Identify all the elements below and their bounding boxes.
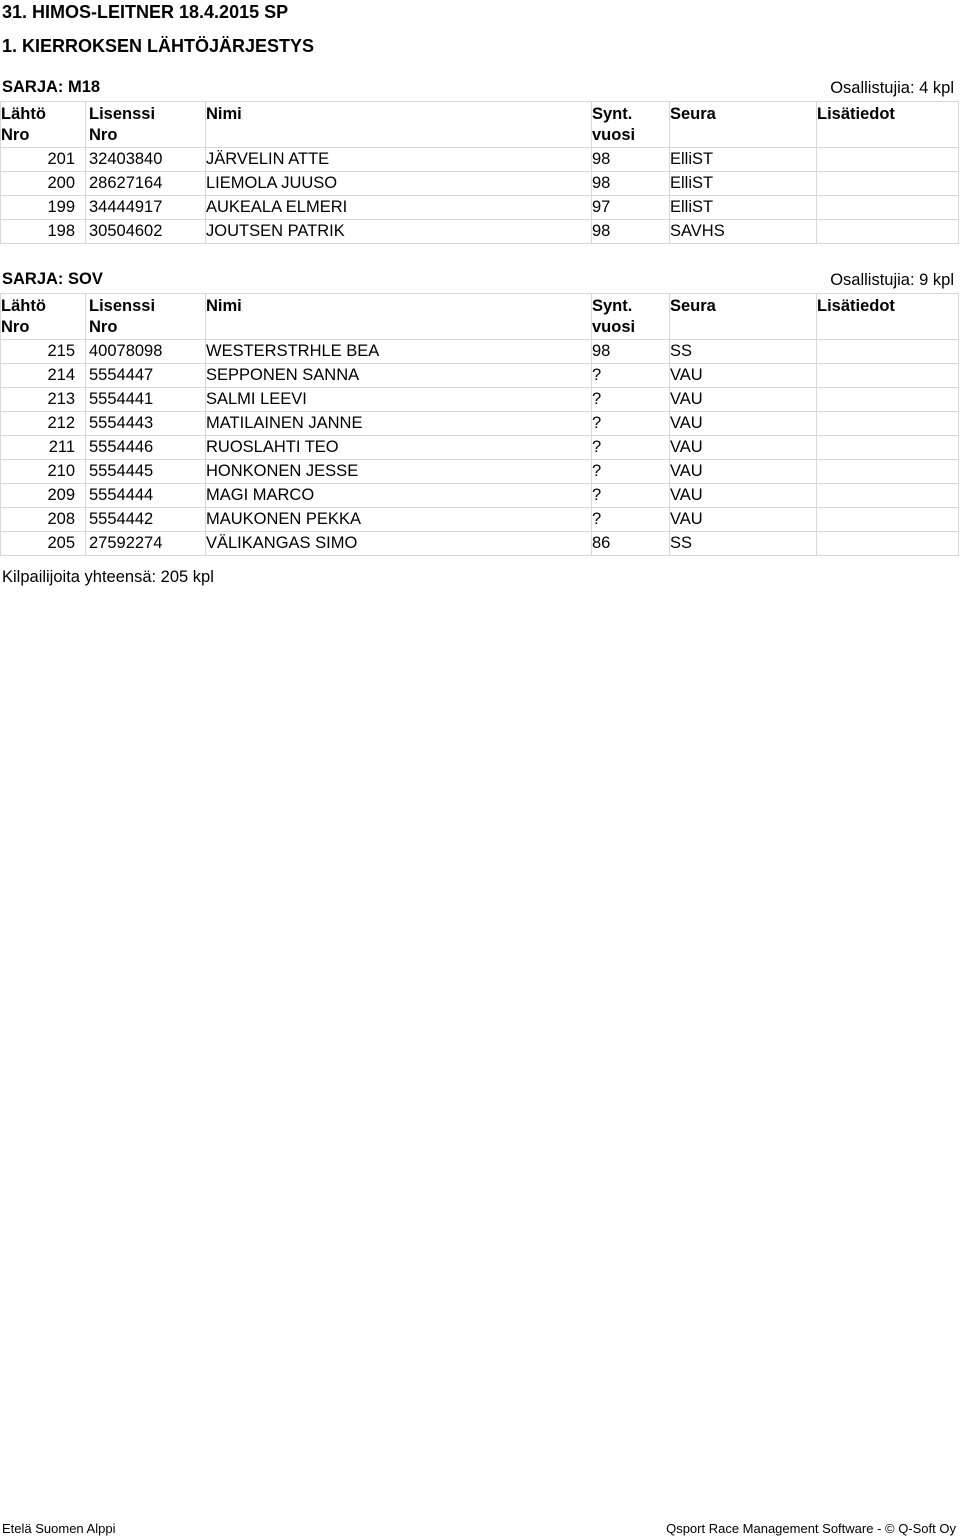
table-header-row (1, 294, 959, 340)
start-number: 214 (1, 364, 86, 388)
additional-info (817, 388, 959, 412)
club: ElliST (670, 196, 817, 220)
start-number: 208 (1, 508, 86, 532)
header-birth-year-line-1: Synt. (592, 105, 633, 123)
club: SS (670, 340, 817, 364)
start-number: 215 (1, 340, 86, 364)
license-number: 5554442 (86, 508, 206, 532)
club: VAU (670, 484, 817, 508)
header-birth-year (592, 102, 670, 148)
header-name (206, 102, 592, 148)
table-row (1, 220, 959, 244)
competitor-name: RUOSLAHTI TEO (206, 436, 592, 460)
club: VAU (670, 460, 817, 484)
club: VAU (670, 508, 817, 532)
competitor-name: LIEMOLA JUUSO (206, 172, 592, 196)
header-name-line-1: Nimi (206, 105, 242, 123)
document-subtitle: 1. KIERROKSEN LÄHTÖJÄRJESTYS (2, 36, 315, 56)
club: VAU (670, 364, 817, 388)
competitor-name: VÄLIKANGAS SIMO (206, 532, 592, 556)
additional-info (817, 172, 959, 196)
birth-year: ? (592, 460, 670, 484)
competitor-name: AUKEALA ELMERI (206, 196, 592, 220)
additional-info (817, 412, 959, 436)
license-number: 27592274 (86, 532, 206, 556)
header-info (817, 102, 959, 148)
table-row (1, 388, 959, 412)
series-title-m18: SARJA: M18 (2, 78, 101, 96)
header-license-number-line-2: Nro (89, 126, 118, 144)
club: VAU (670, 436, 817, 460)
header-start-number-line-1: Lähtö (1, 105, 46, 123)
birth-year: 98 (592, 340, 670, 364)
birth-year: ? (592, 436, 670, 460)
start-number: 209 (1, 484, 86, 508)
header-club-line-1: Seura (670, 105, 716, 123)
club: VAU (670, 412, 817, 436)
table-row (1, 196, 959, 220)
additional-info (817, 364, 959, 388)
start-number: 199 (1, 196, 86, 220)
competitor-name: SALMI LEEVI (206, 388, 592, 412)
header-license-number (86, 102, 206, 148)
license-number: 32403840 (86, 148, 206, 172)
club: ElliST (670, 148, 817, 172)
license-number: 34444917 (86, 196, 206, 220)
competitor-name: WESTERSTRHLE BEA (206, 340, 592, 364)
start-list-table-sov (0, 293, 959, 556)
start-number: 212 (1, 412, 86, 436)
header-info-line-1: Lisätiedot (817, 297, 895, 315)
table-row (1, 484, 959, 508)
header-birth-year (592, 294, 670, 340)
license-number: 30504602 (86, 220, 206, 244)
birth-year: 98 (592, 148, 670, 172)
club: SAVHS (670, 220, 817, 244)
header-start-number-line-2: Nro (1, 318, 30, 336)
birth-year: ? (592, 388, 670, 412)
header-name (206, 294, 592, 340)
birth-year: ? (592, 508, 670, 532)
additional-info (817, 196, 959, 220)
birth-year: 86 (592, 532, 670, 556)
additional-info (817, 148, 959, 172)
header-club (670, 294, 817, 340)
birth-year: ? (592, 364, 670, 388)
club: SS (670, 532, 817, 556)
header-license-number-line-1: Lisenssi (89, 105, 156, 123)
header-birth-year-line-2: vuosi (592, 126, 636, 144)
start-list-table-m18 (0, 101, 959, 244)
start-number: 201 (1, 148, 86, 172)
license-number: 40078098 (86, 340, 206, 364)
competitor-name: MATILAINEN JANNE (206, 412, 592, 436)
birth-year: 98 (592, 172, 670, 196)
additional-info (817, 460, 959, 484)
license-number: 5554445 (86, 460, 206, 484)
footer-software: Qsport Race Management Software - © Q-Soft Oy (666, 1521, 956, 1536)
header-info-line-1: Lisätiedot (817, 105, 895, 123)
additional-info (817, 220, 959, 244)
competitor-name: JOUTSEN PATRIK (206, 220, 592, 244)
header-start-number-line-2: Nro (1, 126, 30, 144)
competitor-name: HONKONEN JESSE (206, 460, 592, 484)
participant-count-sov: Osallistujia: 9 kpl (830, 271, 954, 289)
table-row (1, 460, 959, 484)
competitor-name: SEPPONEN SANNA (206, 364, 592, 388)
series-title-sov: SARJA: SOV (2, 270, 103, 288)
start-number: 200 (1, 172, 86, 196)
table-row (1, 412, 959, 436)
footer-organizer: Etelä Suomen Alppi (2, 1521, 116, 1536)
table-row (1, 508, 959, 532)
start-number: 213 (1, 388, 86, 412)
table-row (1, 436, 959, 460)
header-start-number-line-1: Lähtö (1, 297, 46, 315)
competitor-name: JÄRVELIN ATTE (206, 148, 592, 172)
birth-year: 97 (592, 196, 670, 220)
table-row (1, 340, 959, 364)
birth-year: ? (592, 412, 670, 436)
additional-info (817, 340, 959, 364)
header-club (670, 102, 817, 148)
header-license-number-line-2: Nro (89, 318, 118, 336)
license-number: 5554446 (86, 436, 206, 460)
header-info (817, 294, 959, 340)
header-start-number (1, 102, 86, 148)
start-number: 198 (1, 220, 86, 244)
header-start-number (1, 294, 86, 340)
table-header-row (1, 102, 959, 148)
header-name-line-1: Nimi (206, 297, 242, 315)
table-row (1, 148, 959, 172)
additional-info (817, 436, 959, 460)
total-competitors: Kilpailijoita yhteensä: 205 kpl (2, 568, 214, 586)
license-number: 28627164 (86, 172, 206, 196)
start-number: 205 (1, 532, 86, 556)
license-number: 5554444 (86, 484, 206, 508)
table-row (1, 172, 959, 196)
license-number: 5554447 (86, 364, 206, 388)
additional-info (817, 532, 959, 556)
license-number: 5554441 (86, 388, 206, 412)
participant-count-m18: Osallistujia: 4 kpl (830, 79, 954, 97)
header-license-number-line-1: Lisenssi (89, 297, 156, 315)
header-club-line-1: Seura (670, 297, 716, 315)
club: ElliST (670, 172, 817, 196)
license-number: 5554443 (86, 412, 206, 436)
club: VAU (670, 388, 817, 412)
birth-year: ? (592, 484, 670, 508)
competitor-name: MAGI MARCO (206, 484, 592, 508)
competitor-name: MAUKONEN PEKKA (206, 508, 592, 532)
table-row (1, 364, 959, 388)
additional-info (817, 484, 959, 508)
document-title: 31. HIMOS-LEITNER 18.4.2015 SP (2, 2, 289, 22)
start-number: 210 (1, 460, 86, 484)
header-birth-year-line-2: vuosi (592, 318, 636, 336)
header-license-number (86, 294, 206, 340)
start-number: 211 (1, 436, 86, 460)
table-row (1, 532, 959, 556)
header-birth-year-line-1: Synt. (592, 297, 633, 315)
additional-info (817, 508, 959, 532)
birth-year: 98 (592, 220, 670, 244)
